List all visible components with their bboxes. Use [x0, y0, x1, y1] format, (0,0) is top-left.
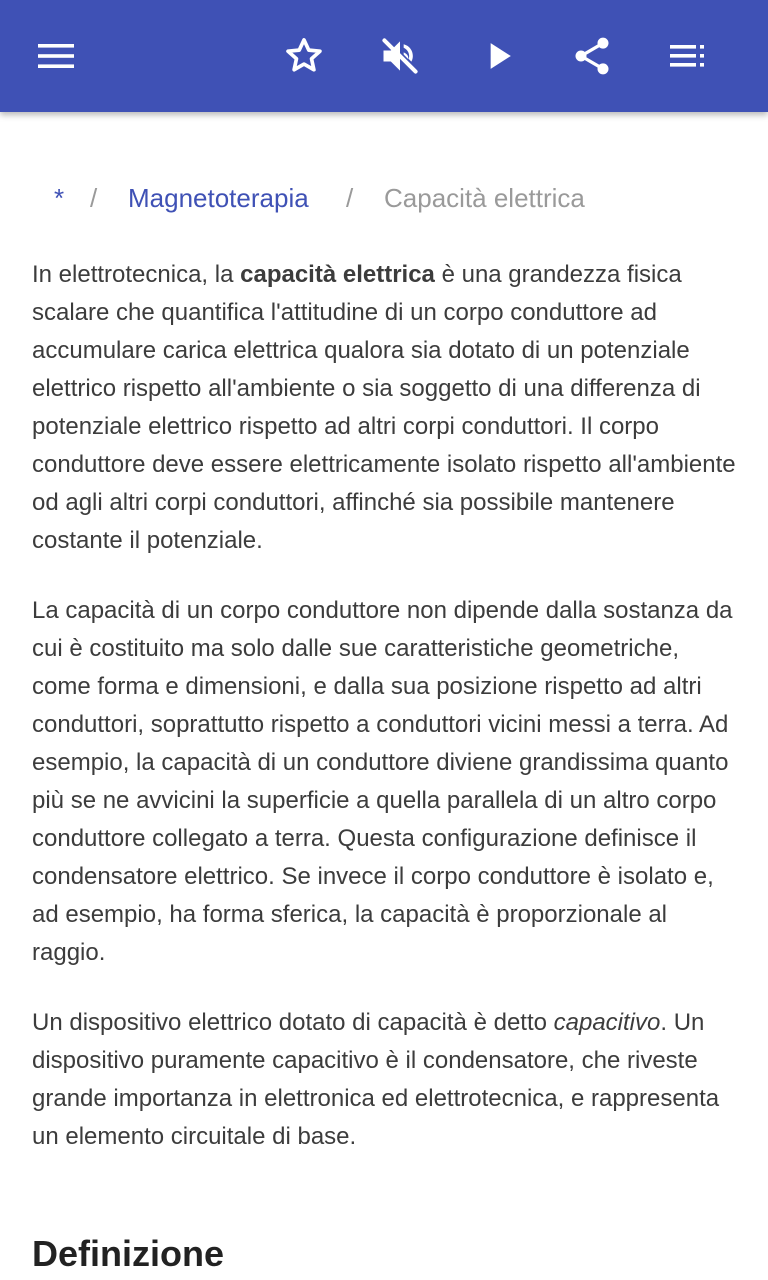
breadcrumb-parent-link[interactable]: Magnetoterapia	[128, 183, 309, 213]
breadcrumb	[0, 176, 768, 220]
article-paragraph	[32, 1004, 736, 1156]
paragraph-text: è una grandezza fisica scalare che quantifica l'attitudine di un corpo conduttore ad accumulare carica elettrica qualora sia dotato di un potenziale elettrico rispetto all'ambiente o sia soggetto di una differenza di potenziale elettrico rispetto ad altri corpi conduttori. Il corpo conduttore deve essere elettricamente isolato rispetto all'ambiente od agli altri corpi conduttori, affinché sia possibile mantenere costante il potenziale.	[32, 261, 736, 554]
paragraph-text: Un dispositivo elettrico dotato di capacità è detto	[32, 1009, 554, 1036]
breadcrumb-separator: /	[90, 183, 98, 213]
menu-button[interactable]	[28, 28, 84, 84]
play-button[interactable]	[470, 28, 526, 84]
section-heading: Definizione	[32, 1233, 225, 1274]
app-toolbar	[0, 0, 768, 112]
paragraph-text: . Un dispositivo puramente capacitivo è il condensatore, che riveste grande importanza in elettronica ed elettrotecnica, e rappresenta un elemento circuitale di base.	[32, 1009, 720, 1150]
play-icon	[476, 34, 520, 78]
playlist-button[interactable]	[660, 28, 716, 84]
breadcrumb-home-link[interactable]: *	[54, 183, 65, 213]
favorite-button[interactable]	[276, 28, 332, 84]
bold-term: capacità elettrica	[240, 261, 435, 288]
article-paragraph: La capacità di un corpo conduttore non dipende dalla sostanza da cui è costituito ma solo dalle sue caratteristiche geometriche, come forma e dimensioni, e dalla sua posizione rispetto ad altri conduttori, soprattutto rispetto a conduttori vicini messi a terra. Ad esempio, la capacità di un conduttore diviene grandissima quanto più se ne avvicini la superficie a quella parallela di un altro corpo conduttore collegato a terra. Questa configurazione definisce il condensatore elettrico. Se invece il corpo conduttore è isolato e, ad esempio, ha forma sferica, la capacità è proporzionale al raggio.	[32, 597, 733, 966]
menu-icon	[36, 36, 76, 76]
paragraph-text: In elettrotecnica, la	[32, 261, 241, 288]
mute-button[interactable]	[372, 28, 428, 84]
share-icon	[570, 34, 614, 78]
article-body	[32, 256, 736, 1274]
article-paragraph	[32, 256, 736, 560]
breadcrumb-current: Capacità elettrica	[384, 183, 585, 213]
italic-term: capacitivo	[553, 1009, 661, 1036]
breadcrumb-separator: /	[346, 183, 354, 213]
star-outline-icon	[282, 34, 326, 78]
share-button[interactable]	[564, 28, 620, 84]
playlist-icon	[666, 34, 710, 78]
volume-off-icon	[378, 34, 422, 78]
